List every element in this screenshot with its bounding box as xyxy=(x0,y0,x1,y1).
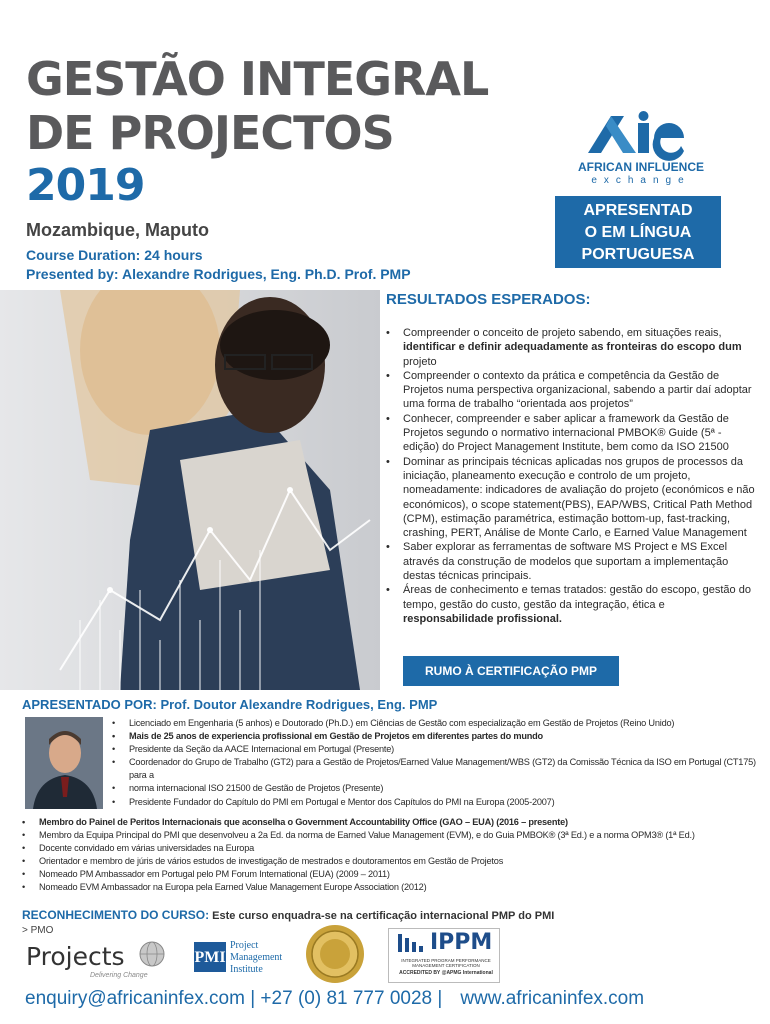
course-duration: Course Duration: 24 hours xyxy=(26,247,203,263)
results-heading: RESULTADOS ESPERADOS: xyxy=(386,291,591,308)
list-item: • Docente convidado em várias universidades na Europa xyxy=(22,842,762,855)
language-line-3: PORTUGUESA xyxy=(581,246,695,263)
list-item: • Conhecer, compreender e saber aplicar a framework da Gestão de Projetos segundo o normativo internacional PMBOK® Guide (5ª - edição) do Project Management Institute, bem como da ISO 21500 xyxy=(386,412,756,455)
course-location: Mozambique, Maputo xyxy=(26,220,209,240)
brand-sub: exchange xyxy=(591,175,691,186)
page-title xyxy=(26,52,488,160)
aace-seal-icon xyxy=(300,923,370,985)
ippm-accreditation: ACCREDITED BY @APMG International xyxy=(399,970,493,976)
language-badge xyxy=(555,196,721,268)
list-item: • Dominar as principais técnicas aplicadas nos grupos de processos da iniciação, planeamento execução e controlo de um projeto, nomeadamente: indicadores de avaliação do projeto (económicos e não económicos), o scope statement(PBS), EAP/WBS, Critical Path Method (CPM), estimação paramétrica, estimação bottom-up, fast-tracking, crashing, PERT, Análise de Monte Carlo, e Earned Value Management xyxy=(386,455,756,541)
recognition-label: RECONHECIMENTO DO CURSO: xyxy=(22,908,210,922)
list-item: • Nomeado EVM Ambassador na Europa pela Earned Value Management Europe Association (2012) xyxy=(22,881,762,894)
results-list xyxy=(386,326,756,626)
list-item: • Membro da Equipa Principal do PMI que desenvolveu a 2a Ed. da norma de Earned Value Management (EVM), e do Guia PMBOK® (3ª Ed.) e a norma OPM3® (1ª Ed.) xyxy=(22,829,762,842)
list-item: • Licenciado em Engenharia (5 anhos) e Doutorado (Ph.D.) em Ciências de Gestão com especialização em Gestão de Projetos (Reino Unido) xyxy=(112,717,762,730)
presenter-memberships xyxy=(22,816,762,895)
globe-icon xyxy=(138,940,166,968)
course-year: 2019 xyxy=(26,160,145,211)
presenter-heading xyxy=(22,697,437,712)
certification-banner: RUMO À CERTIFICAÇÃO PMP xyxy=(403,656,619,686)
pmi-line: Project xyxy=(230,940,259,951)
presenter-label: APRESENTADO POR: xyxy=(22,697,157,712)
presenter-credentials xyxy=(112,717,762,809)
recognition-text: Este curso enquadra-se na certificação internacional PMP do PMI xyxy=(209,910,555,922)
language-line-1: APRESENTAD xyxy=(583,202,693,219)
footer-contact xyxy=(25,988,644,1010)
presenter-name: Prof. Doutor Alexandre Rodrigues, Eng. PMP xyxy=(156,697,438,712)
list-item: • Coordenador do Grupo de Trabalho (GT2) para a Gestão de Projetos/Earned Value Management/WBS (GT2) da Comissão Técnica da ISO em Portugal (CT175) para a xyxy=(112,756,762,782)
list-item: • Presidente Fundador do Capítulo do PMI em Portugal e Mentor dos Capítulos do PMI na Europa (2005-2007) xyxy=(112,796,762,809)
pmi-line: Institute xyxy=(230,964,263,975)
pmi-line: Management xyxy=(230,952,283,963)
list-item: • Áreas de conhecimento e temas tratados: gestão do escopo, gestão do tempo, gestão do custo, gestão da integração, ética e responsabilidade profissional. xyxy=(386,583,756,626)
list-item: • Orientador e membro de júris de vários estudos de investigação de mestrados e doutoramentos em Gestão de Projetos xyxy=(22,855,762,868)
list-item: • Membro do Painel de Peritos Internacionais que aconselha o Government Accountability Office (GAO – EUA) (2016 – presente) xyxy=(22,816,762,829)
list-item: • Nomeado PM Ambassador em Portugal pelo PM Forum International (EUA) (2009 – 2011) xyxy=(22,868,762,881)
business-people-photo xyxy=(0,290,380,690)
list-item: • Compreender o contexto da prática e competência da Gestão de Projetos numa perspectiva organizacional, sabendo a partir daí adoptar uma forma de trabalho “orientada aos projetos” xyxy=(386,369,756,412)
list-item: • Saber explorar as ferramentas de software MS Project e MS Excel através da construção de modelos que suportam a implementação destas técnicas principais. xyxy=(386,540,756,583)
pmi-logo-icon xyxy=(192,940,228,974)
ippm-subtitle: INTEGRATED PROGRAM PERFORMANCE MANAGEMENT CERTIFICATION xyxy=(401,958,491,968)
pmi-text xyxy=(230,940,282,976)
list-item: • Compreender o conceito de projeto sabendo, em situações reais, identificar e definir adequadamente as fronteiras do escopo dum projeto xyxy=(386,326,756,369)
list-item: • Presidente da Seção da AACE Internacional em Portugal (Presente) xyxy=(112,743,762,756)
projects-logo: Projects xyxy=(26,942,125,971)
recognition-heading xyxy=(22,908,554,922)
projects-tagline: Delivering Change xyxy=(90,972,148,979)
list-item: • norma internacional ISO 21500 de Gestão de Projetos (Presente) xyxy=(112,782,762,795)
language-line-2: O EM LÍNGUA xyxy=(584,224,692,241)
ippm-bars-icon xyxy=(396,932,426,954)
pmo-label: > PMO xyxy=(22,925,54,936)
ippm-title: IPPM xyxy=(430,930,493,955)
svg-text:PMI: PMI xyxy=(194,949,226,966)
list-item: • Mais de 25 anos de experiencia profissional em Gestão de Projetos em diferentes partes do mundo xyxy=(112,730,762,743)
title-line-2: DE PROJECTOS xyxy=(26,106,394,160)
brand-name: AFRICAN INFLUENCE xyxy=(578,160,704,174)
contact-info[interactable]: enquiry@africaninfex.com | +27 (0) 81 777 0028 | xyxy=(25,988,443,1009)
website-link[interactable]: www.africaninfex.com xyxy=(460,988,645,1009)
presenter-avatar xyxy=(25,717,103,809)
title-line-1: GESTÃO INTEGRAL xyxy=(26,52,489,106)
course-presenter: Presented by: Alexandre Rodrigues, Eng. Ph.D. Prof. PMP xyxy=(26,266,411,282)
